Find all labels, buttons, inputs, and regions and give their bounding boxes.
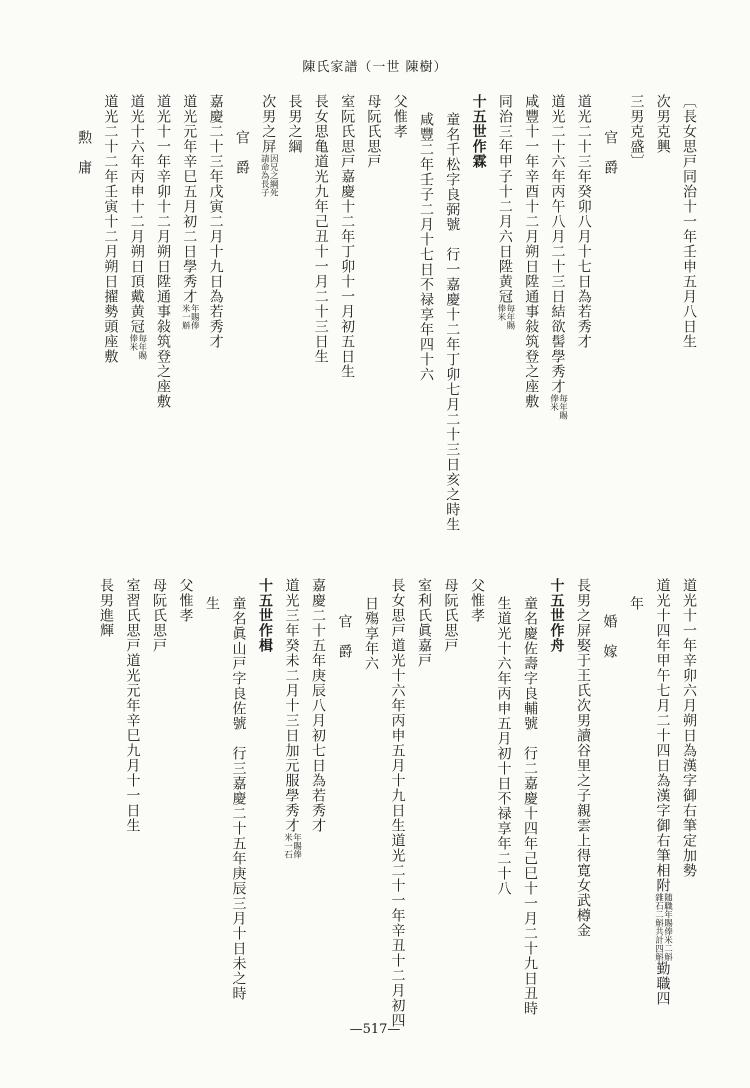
column-text: 道光三年癸未二月十三日加元服學秀才 (283, 578, 300, 833)
note-line-2: 俸米 (127, 334, 138, 351)
bottom-column (283, 578, 301, 859)
top-column (680, 94, 698, 349)
column-text: 嘉慶二十三年戊寅二月十九日為若秀才 (207, 94, 224, 349)
bottom-column (177, 578, 195, 623)
note-line-1: 毎年賜 (557, 394, 568, 420)
bottom-column (654, 578, 672, 1006)
top-column (154, 94, 172, 409)
bottom-column (627, 596, 645, 611)
top-column (101, 94, 119, 364)
column-text: 〔長女思戸同治十一年壬申五月八日生 (681, 94, 697, 349)
column-text: 長男之屏娶于王氏次男讀谷里之子親雲上得寛女武樽金 (575, 578, 591, 938)
top-column (259, 94, 277, 197)
note-line-1: 年賜俸 (291, 833, 302, 859)
running-header: 陳氏家譜（一世 陳樹） (302, 60, 448, 75)
top-column (654, 94, 672, 154)
top-column (627, 94, 645, 169)
column-text: 長女思亀道光九年己丑十一月二十三日生 (312, 94, 329, 364)
column-text: 母阮氏思戸 (365, 94, 382, 169)
top-column (575, 94, 593, 349)
column-text: 三男克盛〕 (628, 94, 645, 169)
bottom-column (468, 578, 486, 623)
bottom-column (97, 578, 115, 638)
column-text: 道光十一年辛卯六月朔日為漢字御右筆定加勢 (681, 578, 697, 878)
top-column (207, 94, 225, 349)
bottom-column (680, 578, 698, 878)
bottom-column (601, 614, 619, 659)
top-column (417, 112, 435, 382)
column-text: 長男之綱 (286, 94, 303, 154)
column-text: 室阮氏思戸嘉慶十二年丁卯十一月初五日生 (339, 94, 356, 379)
column-text: 道光十四年甲午七月二十四日為漢字御右筆相附 (654, 578, 671, 893)
top-column (443, 112, 461, 532)
column-text: 同治三年甲子十二月六日陞黄冠 (496, 94, 513, 304)
note-line-2: 米一斛 (180, 304, 191, 330)
column-text: 次男之屏 (260, 94, 277, 154)
column-text: 官 爵 (233, 130, 250, 175)
note-line-1: 因兄之綱死 (268, 154, 279, 197)
bottom-column (442, 578, 460, 653)
column-text: 父惟孝 (469, 578, 485, 623)
note-line-1: 随職年賜俸米二斛 (662, 893, 673, 961)
note-line-2: 雜石二斛共計四斛 (653, 893, 664, 961)
interlinear-note (654, 893, 672, 961)
note-line-1: 年賜俸 (189, 304, 200, 330)
top-column (128, 94, 146, 360)
column-text: 室利氏眞嘉戸 (416, 578, 432, 668)
bottom-column (362, 596, 380, 671)
top-column (496, 94, 514, 330)
bottom-column (203, 596, 221, 611)
bottom-column (124, 578, 142, 833)
top-column (75, 130, 93, 175)
column-text: 十五世作霖 (470, 94, 487, 169)
column-text: 室習氏思戸道光元年辛巳九月十一日生 (124, 578, 141, 833)
column-text: 十五世作舟 (548, 578, 565, 653)
column-text: 生道光十六年丙申五月初十日不禄享年二十八 (495, 596, 512, 896)
bottom-column (336, 614, 354, 659)
lower-half (0, 578, 750, 1028)
bottom-column (309, 578, 327, 833)
column-text: 道光二十六年丙午八月二十三日結欲髻學秀才 (549, 94, 566, 394)
top-column (364, 94, 382, 169)
column-text: 官 爵 (602, 130, 619, 175)
column-text: 父惟孝 (177, 578, 194, 623)
column-text: 十五世作楫 (257, 578, 273, 653)
column-text: 童名慶佐壽字良輔號 行二嘉慶十四年己巳十一月二十九日丑時 (522, 596, 538, 1016)
column-text: 童名眞山戸字良佐號 行三嘉慶二十五年庚辰三月十日未之時 (230, 596, 247, 1001)
bottom-column (389, 578, 407, 1028)
column-text: 年 (628, 596, 644, 611)
column-text: 長男進輝 (98, 578, 114, 638)
column-text: 次男克興 (654, 94, 671, 154)
column-text: 道光二十三年癸卯八月十七日為若秀才 (575, 94, 592, 349)
column-text: 父惟孝 (391, 94, 408, 139)
note-line-2: 俸米 (495, 304, 506, 321)
bottom-column (256, 578, 274, 653)
bottom-column (230, 596, 248, 1001)
column-text: 母阮氏思戸 (151, 578, 167, 653)
interlinear-note (180, 304, 198, 330)
top-column (312, 94, 330, 364)
bottom-column (495, 596, 513, 896)
note-line-2: 俸米 (548, 394, 559, 411)
column-text: 咸豐二年壬子二月十七日不禄享年四十六 (418, 112, 434, 382)
top-column (522, 94, 540, 409)
page-number: —517— (349, 1022, 401, 1037)
top-column (549, 94, 567, 420)
interlinear-note (549, 394, 567, 420)
column-text: 日殤享年六 (363, 596, 379, 671)
column-tail-text: 勤職四 (654, 961, 671, 1006)
top-column (286, 94, 304, 154)
note-line-1: 毎年賜 (504, 304, 515, 330)
interlinear-note (496, 304, 514, 330)
column-text: 官 爵 (336, 614, 353, 659)
note-line-2: 請命為長子 (259, 154, 270, 197)
column-text: 婚 嫁 (601, 614, 618, 659)
column-text: 道光十一年辛卯十二月朔日陞通事敍筑登之座敷 (155, 94, 171, 409)
interlinear-note (259, 154, 277, 197)
top-column (391, 94, 409, 139)
top-column (338, 94, 356, 379)
interlinear-note (128, 334, 146, 360)
column-text: 嘉慶二十五年庚辰八月初七日為若秀才 (310, 578, 326, 833)
column-text: 道光元年辛巳五月初二日學秀才 (181, 94, 198, 304)
interlinear-note (283, 833, 301, 859)
column-text: 勲 庸 (76, 130, 93, 175)
top-column (601, 130, 619, 175)
top-column (180, 94, 198, 330)
note-line-2: 米一石 (282, 833, 293, 859)
bottom-column (548, 578, 566, 653)
column-text: 長女思戸道光十六年丙申五月十九日生道光二十一年辛丑十二月初四 (389, 578, 406, 1028)
note-line-1: 毎年賜 (136, 334, 147, 360)
bottom-column (415, 578, 433, 668)
bottom-column (521, 596, 539, 1016)
top-column (233, 130, 251, 175)
bottom-column (574, 578, 592, 938)
top-column (470, 94, 488, 169)
column-text: 咸豐十一年辛酉十二月朔日陞通事敍筑登之座敷 (523, 94, 540, 409)
column-text: 道光二十二年壬寅十二月朔日擢勢頭座敷 (102, 94, 119, 364)
column-text: 道光十六年丙申十二月朔日頂戴黄冠 (128, 94, 145, 334)
column-text: 生 (204, 596, 220, 611)
upper-half (0, 94, 750, 564)
column-text: 童名千松字良弼號 行一嘉慶十二年丁卯七月二十三日亥之時生 (444, 112, 461, 532)
bottom-column (150, 578, 168, 653)
column-text: 母阮氏思戸 (442, 578, 459, 653)
